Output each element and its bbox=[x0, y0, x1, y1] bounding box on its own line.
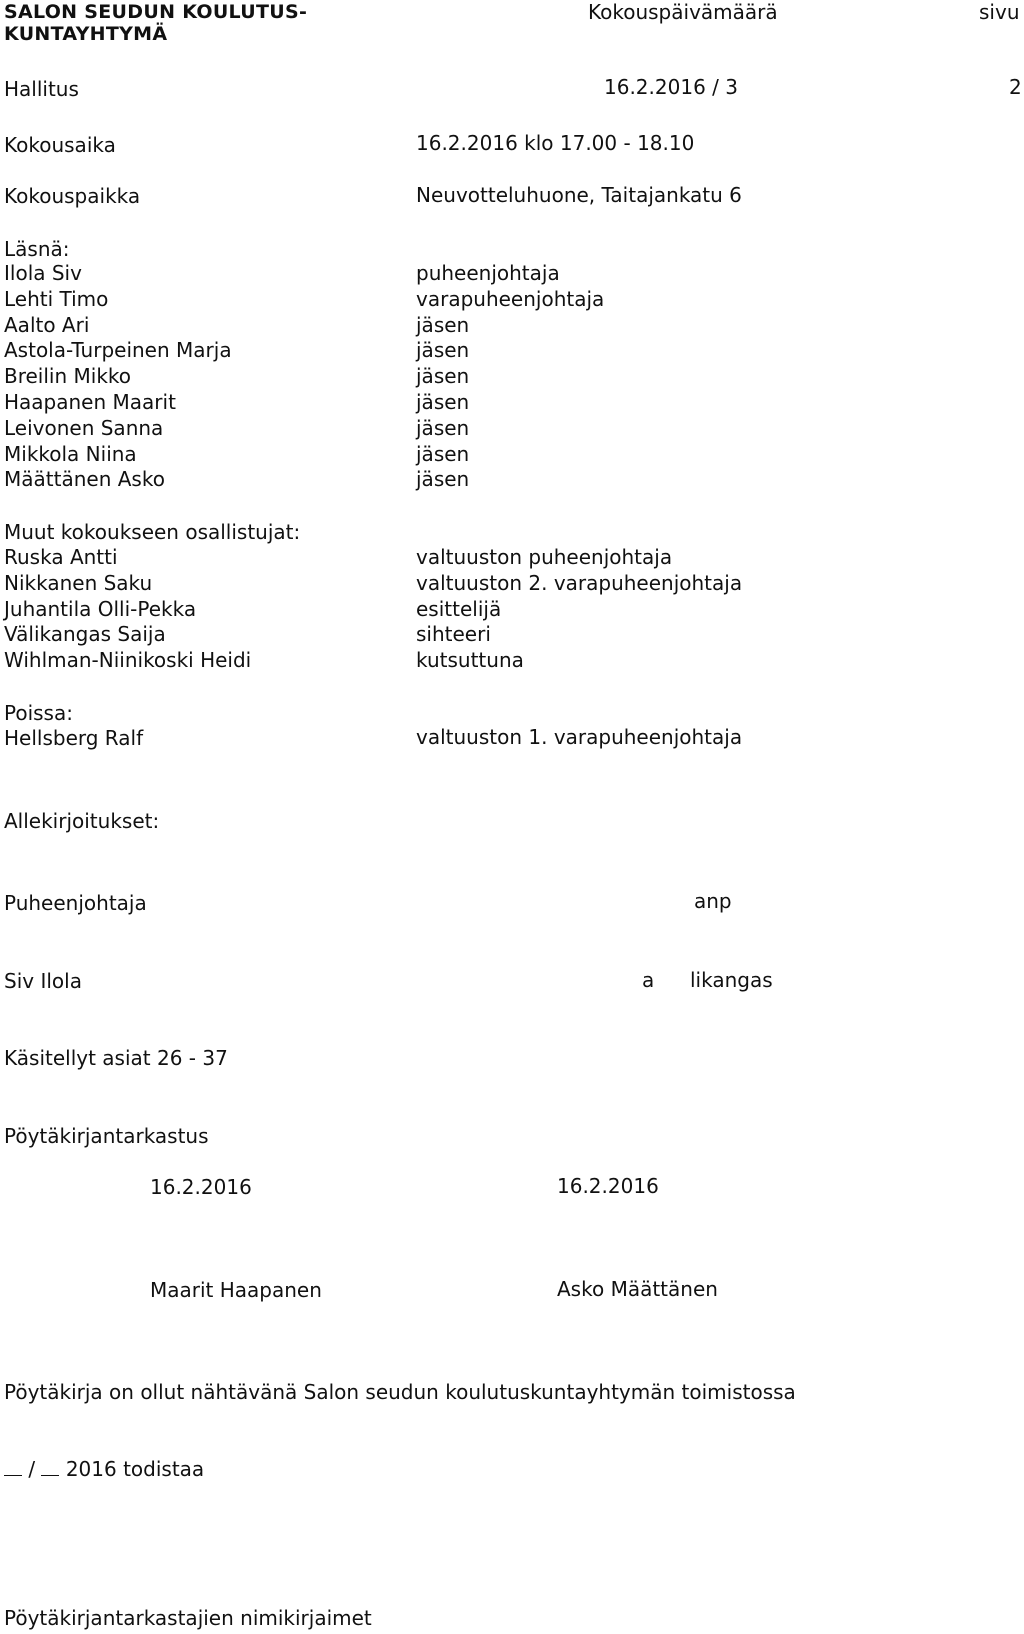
review-label: Pöytäkirjantarkastus bbox=[4, 1124, 209, 1148]
member-role: varapuheenjohtaja bbox=[416, 286, 605, 311]
list-item bbox=[4, 287, 844, 313]
certification-line bbox=[4, 1457, 204, 1481]
list-item bbox=[4, 648, 844, 674]
member-name: Aalto Ari bbox=[4, 312, 90, 337]
member-name: Mikkola Niina bbox=[4, 441, 137, 466]
review-date-1: 16.2.2016 bbox=[150, 1175, 252, 1199]
secretary-title: anp bbox=[694, 889, 732, 913]
member-role: jäsen bbox=[416, 312, 470, 337]
list-item bbox=[4, 571, 844, 597]
member-name: Astola-Turpeinen Marja bbox=[4, 338, 232, 363]
secretary-name-part2: likangas bbox=[690, 968, 773, 992]
member-name: Breilin Mikko bbox=[4, 364, 132, 389]
member-role: jäsen bbox=[416, 467, 470, 492]
participant-role: sihteeri bbox=[416, 622, 491, 647]
member-role: jäsen bbox=[416, 364, 470, 389]
participant-name: Wihlman-Niinikoski Heidi bbox=[4, 648, 252, 673]
reviewer-initials-label: Pöytäkirjantarkastajien nimikirjaimet bbox=[4, 1606, 372, 1630]
day-blank bbox=[4, 1459, 22, 1476]
list-item bbox=[4, 597, 844, 623]
body-name: Hallitus bbox=[4, 77, 79, 101]
meeting-time-value: 16.2.2016 klo 17.00 - 18.10 bbox=[416, 131, 695, 155]
display-statement: Pöytäkirja on ollut nähtävänä Salon seudun koulutuskuntayhtymän toimistossa bbox=[4, 1380, 796, 1404]
chair-title: Puheenjohtaja bbox=[4, 891, 147, 915]
participant-name: Välikangas Saija bbox=[4, 622, 166, 647]
participant-role: valtuuston puheenjohtaja bbox=[416, 545, 673, 569]
meeting-date-label: Kokouspäivämäärä bbox=[588, 0, 778, 24]
other-participants-list bbox=[4, 545, 844, 674]
reviewer-1-name: Maarit Haapanen bbox=[150, 1278, 322, 1302]
list-item bbox=[4, 545, 844, 571]
member-name: Leivonen Sanna bbox=[4, 415, 164, 440]
member-role: jäsen bbox=[416, 389, 470, 414]
items-handled: Käsitellyt asiat 26 - 37 bbox=[4, 1046, 228, 1070]
absent-label: Poissa: bbox=[4, 701, 73, 725]
organization-name-line1: SALON SEUDUN KOULUTUS- bbox=[4, 1, 308, 23]
participant-name: Ruska Antti bbox=[4, 545, 118, 569]
participant-name: Nikkanen Saku bbox=[4, 570, 153, 595]
member-name: Lehti Timo bbox=[4, 286, 109, 311]
list-item bbox=[4, 467, 844, 493]
list-item bbox=[4, 622, 844, 648]
meeting-place-label: Kokouspaikka bbox=[4, 184, 141, 208]
member-name: Haapanen Maarit bbox=[4, 389, 176, 414]
signatures-label: Allekirjoitukset: bbox=[4, 809, 160, 833]
member-name: Määttänen Asko bbox=[4, 467, 165, 492]
member-role: jäsen bbox=[416, 338, 470, 363]
list-item bbox=[4, 338, 844, 364]
present-members-list bbox=[4, 261, 844, 493]
date-separator: / bbox=[28, 1457, 36, 1481]
secretary-name-part1: a bbox=[642, 968, 655, 992]
participant-role: esittelijä bbox=[416, 596, 502, 621]
member-name: Ilola Siv bbox=[4, 261, 82, 285]
page-label: sivu bbox=[979, 0, 1020, 24]
chair-name: Siv Ilola bbox=[4, 969, 82, 993]
member-role: jäsen bbox=[416, 441, 470, 466]
year-text: 2016 todistaa bbox=[65, 1457, 205, 1481]
reviewer-2-name: Asko Määttänen bbox=[557, 1277, 718, 1301]
list-item bbox=[4, 364, 844, 390]
other-participants-label: Muut kokoukseen osallistujat: bbox=[4, 520, 301, 544]
month-blank bbox=[41, 1459, 59, 1476]
participant-role: kutsuttuna bbox=[416, 648, 524, 673]
absent-role: valtuuston 1. varapuheenjohtaja bbox=[416, 725, 743, 749]
organization-name-line2: KUNTAYHTYMÄ bbox=[4, 23, 168, 45]
present-label: Läsnä: bbox=[4, 237, 70, 261]
review-date-2: 16.2.2016 bbox=[557, 1174, 659, 1198]
page-number: 2 bbox=[1009, 75, 1022, 99]
list-item bbox=[4, 390, 844, 416]
meeting-date-value: 16.2.2016 / 3 bbox=[604, 75, 738, 99]
participant-name: Juhantila Olli-Pekka bbox=[4, 596, 197, 621]
participant-role: valtuuston 2. varapuheenjohtaja bbox=[416, 570, 743, 595]
list-item bbox=[4, 261, 844, 287]
meeting-place-value: Neuvotteluhuone, Taitajankatu 6 bbox=[416, 183, 742, 207]
list-item bbox=[4, 416, 844, 442]
meeting-time-label: Kokousaika bbox=[4, 133, 116, 157]
list-item bbox=[4, 442, 844, 468]
member-role: jäsen bbox=[416, 415, 470, 440]
absent-name: Hellsberg Ralf bbox=[4, 726, 144, 750]
member-role: puheenjohtaja bbox=[416, 261, 560, 285]
list-item bbox=[4, 313, 844, 339]
